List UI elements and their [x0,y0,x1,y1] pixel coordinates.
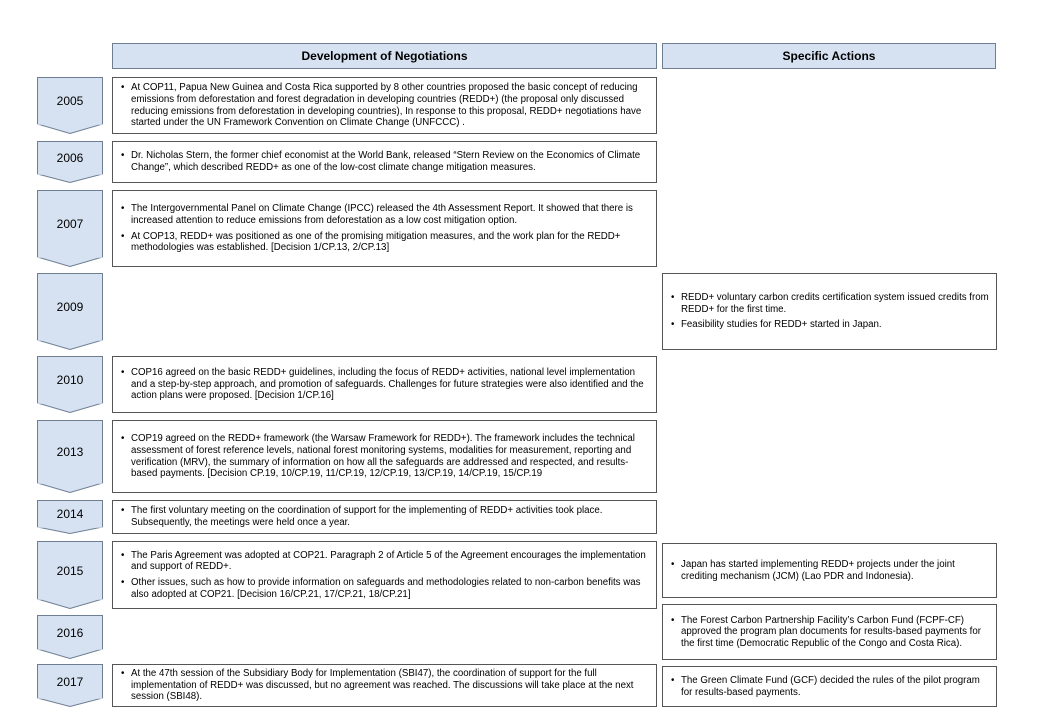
bullet-item: • Dr. Nicholas Stern, the former chief economist at the World Bank, released “Stern Review on the Economics of Climate Change”, which described REDD+ as one of the low-cost climate change mitigation measures. [131,150,650,173]
bullet-item: • The Paris Agreement was adopted at COP21. Paragraph 2 of Article 5 of the Agreement encourages the implementation and support of REDD+. [131,550,650,573]
year-marker-2015 [37,541,103,609]
bullet-item: • Other issues, such as how to provide information on safeguards and methodologies related to non-carbon benefits was also adopted at COP21. [Decision 16/CP.21, 17/CP.21, 18/CP.21] [131,577,650,600]
year-label: 2016 [37,615,103,649]
chevron-point [37,257,103,267]
bullet-item: • REDD+ voluntary carbon credits certification system issued credits from REDD+ for the first time. [681,292,990,315]
chevron-point [37,599,103,609]
header-specific-actions: Specific Actions [662,43,996,69]
chevron-point [37,403,103,413]
chevron-point [37,527,103,534]
action-box-2015 [662,543,997,598]
year-marker-2016 [37,615,103,659]
negotiation-box-2005 [112,77,657,134]
chevron-point [37,698,103,707]
bullet-item: • Japan has started implementing REDD+ projects under the joint crediting mechanism (JCM) (Lao PDR and Indonesia). [681,559,990,582]
negotiation-box-2017 [112,664,657,707]
year-label: 2017 [37,664,103,698]
bullet-item: • The Forest Carbon Partnership Facility’s Carbon Fund (FCPF-CF) approved the program plan documents for results-based payments for the first time (Democratic Republic of the Congo and Costa Rica). [681,615,990,650]
year-marker-2013 [37,420,103,493]
action-box-2009 [662,273,997,350]
year-label: 2015 [37,541,103,599]
year-label: 2005 [37,77,103,124]
year-label: 2013 [37,420,103,483]
negotiation-box-2014 [112,500,657,534]
bullet-item: • At COP11, Papua New Guinea and Costa Rica supported by 8 other countries proposed the basic concept of reducing emissions from deforestation and forest degradation in developing countries (REDD+) (the proposal only discussed reducing emissions from deforestation in developing countries), In response to this proposal, REDD+ negotiations have started under the UN Framework Convention on Climate Change (UNFCCC) . [131,82,650,128]
bullet-item: • At the 47th session of the Subsidiary Body for Implementation (SBI47), the coordination of support for the full implementation of REDD+ was discussed, but no agreement was reached. The discussions will take place at the next session (SBI48). [131,668,650,703]
year-marker-2006 [37,141,103,183]
negotiation-box-2015 [112,541,657,609]
year-label: 2006 [37,141,103,174]
bullet-item: • At COP13, REDD+ was positioned as one of the promising mitigation measures, and the work plan for the REDD+ methodologies was established. [Decision 1/CP.13, 2/CP.13] [131,231,650,254]
negotiation-box-2007 [112,190,657,267]
chevron-point [37,649,103,659]
bullet-item: • The Green Climate Fund (GCF) decided the rules of the pilot program for results-based payments. [681,675,990,698]
year-marker-2014 [37,500,103,534]
negotiation-box-2013 [112,420,657,493]
bullet-item: • COP16 agreed on the basic REDD+ guidelines, including the focus of REDD+ activities, national level implementation and a step-by-step approach, and promotion of safeguards. Challenges for future strategies were also identified and the action plans were proposed. [Decision 1/CP.16] [131,367,650,402]
chevron-point [37,174,103,183]
negotiation-box-2010 [112,356,657,413]
year-marker-2009 [37,273,103,350]
action-box-2016 [662,604,997,660]
year-label: 2009 [37,273,103,340]
year-label: 2014 [37,500,103,527]
year-marker-2017 [37,664,103,707]
year-marker-2010 [37,356,103,413]
year-label: 2010 [37,356,103,403]
chevron-point [37,483,103,493]
negotiation-box-2006 [112,141,657,183]
action-box-2017 [662,666,997,707]
chevron-point [37,340,103,350]
year-marker-2007 [37,190,103,267]
year-marker-2005 [37,77,103,134]
header-negotiations: Development of Negotiations [112,43,657,69]
bullet-item: • Feasibility studies for REDD+ started in Japan. [681,319,990,331]
chevron-point [37,124,103,134]
bullet-item: • The Intergovernmental Panel on Climate Change (IPCC) released the 4th Assessment Report. It showed that there is increased attention to reduce emissions from deforestation as a low cost mitigation option. [131,203,650,226]
year-label: 2007 [37,190,103,257]
bullet-item: • The first voluntary meeting on the coordination of support for the implementing of REDD+ activities took place. Subsequently, the meetings were held once a year. [131,505,650,528]
bullet-item: • COP19 agreed on the REDD+ framework (the Warsaw Framework for REDD+). The framework includes the technical assessment of forest reference levels, national forest monitoring systems, modalities for measurement, reporting and verification (MRV), the summary of information on how all the safeguards are addressed and respected, and results-based payments. [Decision CP.19, 10/CP.19, 11/CP.19, 12/CP.19, 13/CP.19, 14/CP.19, 15/CP.19 [131,433,650,479]
